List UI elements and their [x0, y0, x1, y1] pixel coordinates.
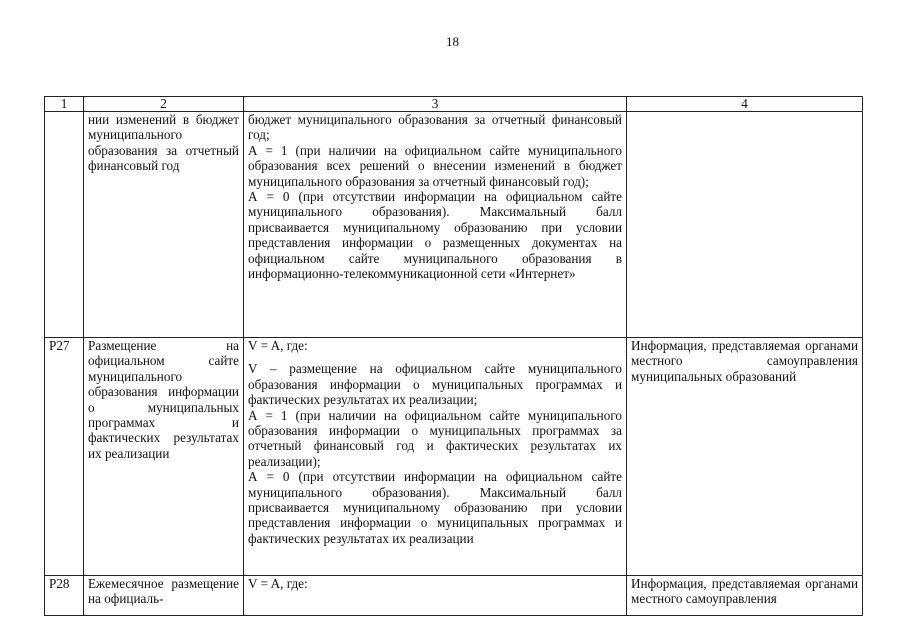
row-description — [244, 338, 627, 576]
table-header-row — [45, 97, 863, 112]
description-line: бюджет муниципального образования за отчетный финансовый год; — [248, 112, 622, 143]
header-col-1: 1 — [45, 97, 84, 112]
row-code: Р28 — [45, 576, 84, 616]
header-col-3: 3 — [244, 97, 627, 112]
description-line: V – размещение на официальном сайте муниципального образования информации о муниципальных программах и фактических результатах их реализации; — [248, 361, 622, 408]
header-col-2: 2 — [84, 97, 244, 112]
description-line: А = 1 (при наличии на официальном сайте муниципального образования информации о муниципальных программах за отчетный финансовый год и фактических результатах их реализации); — [248, 407, 622, 469]
description-line: А = 0 (при отсутствии информации на официальном сайте муниципального образования). Максимальный балл присваивается муниципальному образованию при условии представления информации о размещенных документах на официальном сайте муниципального образования в информационно-телекоммуникационной сети «Интернет» — [248, 189, 622, 282]
table-row — [45, 576, 863, 616]
row-source: Информация, представляемая органами местного самоуправления — [627, 576, 863, 616]
row-indicator-name: нии изменений в бюджет муниципального образования за отчетный финансовый год — [84, 112, 244, 338]
row-code — [45, 112, 84, 338]
row-description — [244, 576, 627, 616]
page-number: 18 — [446, 34, 459, 49]
description-line: А = 1 (при наличии на официальном сайте муниципального образования всех решений о внесении изменений в бюджет муниципального образования за отчетный финансовый год); — [248, 142, 622, 189]
criteria-table — [44, 96, 863, 616]
table-row — [45, 112, 863, 338]
row-source — [627, 112, 863, 338]
row-source: Информация, представляемая органами местного самоуправления муниципальных образований — [627, 338, 863, 576]
row-code: Р27 — [45, 338, 84, 576]
table-row — [45, 338, 863, 576]
description-line: А = 0 (при отсутствии информации на официальном сайте муниципального образования). Максимальный балл присваивается муниципальному образованию при условии представления информации о муниципальных программах и фактических результатах их реализации — [248, 469, 622, 546]
row-indicator-name: Размещение на официальном сайте муниципального образования информации о муниципальных программах и фактических результатах их реализации — [84, 338, 244, 576]
row-description — [244, 112, 627, 338]
formula: V = A, где: — [248, 338, 308, 353]
row-indicator-name: Ежемесячное размещение на официаль- — [84, 576, 244, 616]
formula: V = A, где: — [248, 576, 308, 591]
header-col-4: 4 — [627, 97, 863, 112]
